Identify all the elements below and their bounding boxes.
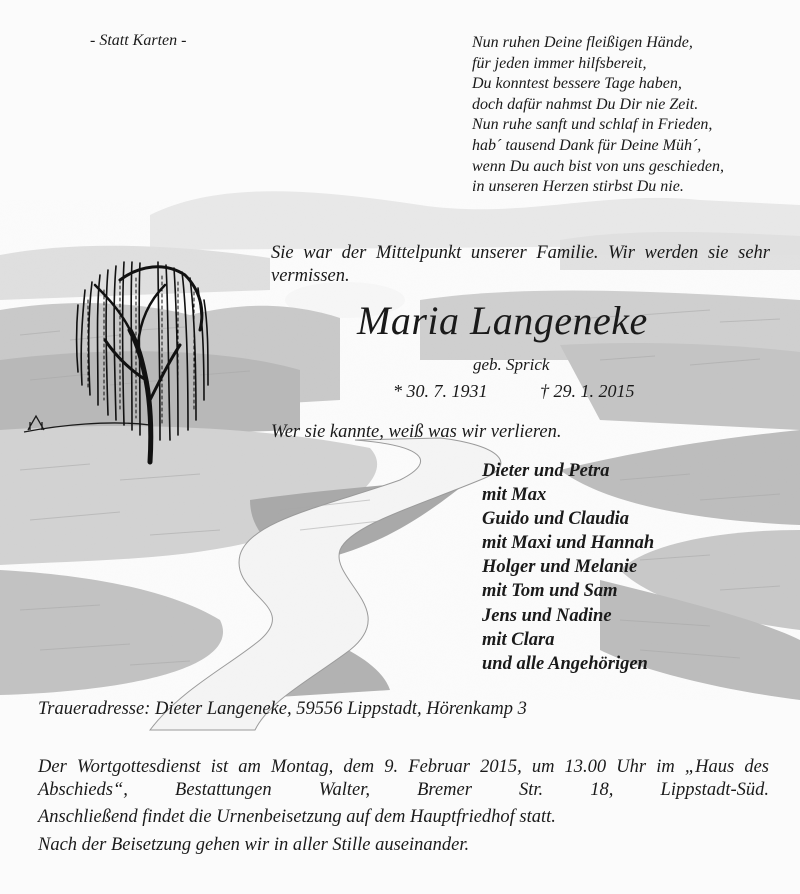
poem-line: wenn Du auch bist von uns geschieden,	[472, 157, 724, 175]
poem-line: hab´ tausend Dank für Deine Müh´,	[472, 136, 702, 154]
mourner-entry: mit Maxi und Hannah	[482, 533, 655, 554]
mourning-address: Traueradresse: Dieter Langeneke, 59556 Lippstadt, Hörenkamp 3	[38, 699, 527, 719]
poem-line: Du konntest bessere Tage haben,	[472, 75, 682, 93]
maiden-name: geb. Sprick	[473, 355, 550, 374]
memorial-quote: Wer sie kannte, weiß was wir verlieren.	[271, 422, 562, 442]
mourner-entry: Dieter und Petra	[482, 461, 610, 481]
poem-line: doch dafür nahmst Du Dir nie Zeit.	[472, 95, 699, 113]
poem-line: für jeden immer hilfsbereit,	[472, 54, 647, 72]
intro-text: Sie war der Mittelpunkt unserer Familie. Wir werden sie sehr vermissen.	[271, 243, 770, 286]
poem-line: Nun ruhe sanft und schlaf in Frieden,	[472, 116, 713, 134]
poem-line: in unseren Herzen stirbst Du nie.	[472, 178, 684, 196]
mourner-entry: mit Clara	[482, 629, 555, 650]
statt-karten-label: - Statt Karten -	[90, 32, 187, 49]
mourner-entry: Jens und Nadine	[482, 605, 612, 626]
mourner-entry: Holger und Melanie	[482, 557, 638, 578]
mourner-entry: mit Max	[482, 485, 547, 506]
death-date: † 29. 1. 2015	[540, 381, 635, 401]
poem	[472, 33, 724, 198]
deceased-name: Maria Langeneke	[357, 298, 648, 343]
parting-note: Nach der Beisetzung gehen wir in aller Stille auseinander.	[38, 835, 470, 855]
mourner-entry: und alle Angehörigen	[482, 653, 648, 674]
mourners-list	[482, 459, 654, 676]
service-details: Der Wortgottesdienst ist am Montag, dem 9. Februar 2015, um 13.00 Uhr im „Haus des Abschieds“, Bestattungen Walter, Bremer Str. 18, Lippstadt-Süd.	[38, 757, 769, 801]
mourner-entry: mit Tom und Sam	[482, 581, 618, 602]
mourner-entry: Guido und Claudia	[482, 509, 630, 530]
birth-date: * 30. 7. 1931	[393, 381, 488, 401]
poem-line: Nun ruhen Deine fleißigen Hände,	[472, 34, 693, 51]
burial-details: Anschließend findet die Urnenbeisetzung auf dem Hauptfriedhof statt.	[38, 807, 556, 827]
